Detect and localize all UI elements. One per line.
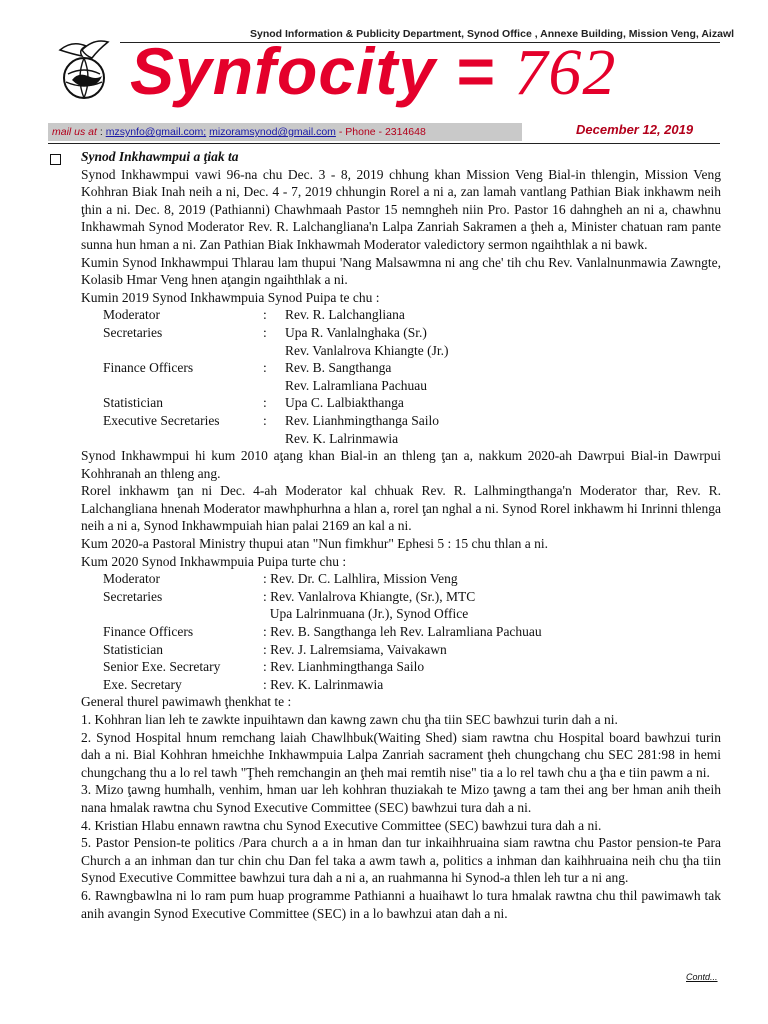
officer-name: Rev. Lianhmingthanga Sailo: [285, 412, 439, 428]
officers-2020-intro: Kum 2020 Synod Inkhawmpuia Puipa turte chu :: [81, 553, 347, 569]
officer-name: Upa C. Lalbiakthanga: [285, 395, 404, 411]
article-heading: Synod Inkhawmpui a ţiak ta: [81, 149, 239, 164]
officer-name: Rev. Lalramliana Pachuau: [285, 377, 427, 393]
resolution-item: 1. Kohhran lian leh te zawkte inpuihtawn dan kawng zawn chu ţha tiin SEC bawhzui turin dah a ni.: [81, 712, 618, 727]
officer-role: Secretaries: [103, 324, 163, 340]
officer-role: Exe. Secretary: [103, 676, 182, 692]
officer-role: Secretaries: [103, 588, 163, 604]
officer-name: : Rev. Dr. C. Lalhlira, Mission Veng: [263, 571, 458, 587]
officers-2019-intro: Kumin 2019 Synod Inkhawmpuia Synod Puipa te chu :: [81, 289, 380, 305]
officer-name: : Rev. K. Lalrinmawia: [263, 676, 384, 692]
resolution-item: 6. Rawngbawlna ni lo ram pum huap programme Pathianni a huaihawt lo tura hmalak rawtna chu thil pawimawh tak anih avangin Synod Executive Committee (SEC) in a lo bawhzui atan dah a ni.: [81, 887, 721, 921]
officer-name: : Rev. B. Sangthanga leh Rev. Lalramliana Pachuau: [263, 624, 542, 640]
resolutions-intro: General thurel pawimawh ţhenkhat te :: [81, 694, 292, 710]
officer-role: Moderator: [103, 307, 160, 323]
officer-role: Finance Officers: [103, 360, 194, 376]
email-link-2[interactable]: mizoramsynod@gmail.com: [209, 126, 336, 138]
resolution-item: 3. Mizo ţawng humhalh, venhim, hman uar leh kohhran thuziakah te Mizo ţawng a tam thei ang ber hman anih theih nana hmalak rawtna chu Synod Executive Committee (SEC) bawhzui tura dah a ni.: [81, 782, 721, 815]
checkbox-bullet-icon: [50, 154, 61, 165]
newsletter-title: [130, 34, 617, 109]
officer-role: Executive Secretaries: [103, 412, 220, 428]
intro-paragraph: Synod Inkhawmpui vawi 96-na chu Dec. 3 - 8, 2019 chhung khan Mission Veng Bial-in thlengin, Mission Veng Kohhran Biak Inah neih a ni, Dec. 4 - 7, 2019 chhungin Rorel a ni a, zan lamah vantlang Pathian Biak inkhawm neih ţhin a ni. Dec. 8, 2019 (Pathianni) Chawhmaah Pastor 15 nemngheh niin Pro. Pastor 16 dahngheh an ni a, chawhnu Inkhawmah Synod Moderator Rev. R. Lalchangliana'n Lalpa Zanriah Sakramen a ţheh a, Minister chatuan ram pante sunna hun hman a ni. Zan Pathian Biak Inkhawmah Moderator valedictory sermon ngaihthlak a ni bawk.: [81, 166, 721, 252]
article-body: [81, 148, 721, 922]
officers-2019-list: Moderator : Rev. R. Lalchangliana Secretaries : Upa R. Vanlalnghaka (Sr.) Rev. Vanlalrova Khiangte (Jr.) Finance Officers : Rev. B. Sangthanga Rev. Lalramliana Pachuau Statistician : Upa C. Lalbiakthanga Executive Secretaries : Rev. Lianhmingthanga Sailo Rev. K. Lalrinmawia: [81, 306, 721, 447]
department-line: Synod Information & Publicity Department, Synod Office , Annexe Building, Mission Veng, Aizawl: [250, 28, 735, 40]
email-link-1[interactable]: mzsynfo@gmail.com;: [105, 126, 207, 138]
officer-name: Rev. R. Lalchangliana: [285, 307, 405, 323]
officer-role: Senior Exe. Secretary: [103, 659, 221, 675]
officer-role: Moderator: [103, 571, 160, 587]
mail-label: mail us at: [52, 126, 97, 138]
issue-number: 762: [514, 36, 617, 109]
officer-role: Statistician: [103, 641, 163, 657]
title-text: Synfocity: [130, 34, 437, 108]
officer-name: Upa R. Vanlalnghaka (Sr.): [285, 324, 427, 340]
officer-name: : Rev. J. Lalremsiama, Vaivakawn: [263, 641, 447, 657]
officer-name: Rev. Vanlalrova Khiangte (Jr.): [285, 342, 449, 358]
officer-name: : Rev. Vanlalrova Khiangte, (Sr.), MTC: [263, 588, 476, 604]
resolution-item: 5. Pastor Pension-te politics /Para church a a in hman dan tur inkaihhruaina siam rawtna chu Pastor pension-te Para Church a an inhman dan tur chin chu Dan fel taka a awm tawh a, politics a inhman dan kaihhruaina neih chu ţha tiin Synod Executive Committee bawhzui tura dah a ni a, an ruahmanna hi Synod-a thlen leh tur a ni ang.: [81, 835, 721, 886]
header-divider-bottom: [48, 143, 720, 144]
contact-bar: mail us at : mzsynfo@gmail.com; mizoramsynod@gmail.com - Phone - 2314648: [48, 123, 522, 141]
dove-globe-logo-icon: [58, 36, 110, 104]
theme-paragraph: Kumin Synod Inkhawmpui Thlarau lam thupui 'Nang Malsawmna ni ang che' tih chu Rev. Vanlalnunmawia Zawngte, Kolasib Hmar Veng hnen aţangin ngaihthlak a ni.: [81, 254, 721, 288]
officer-role: Statistician: [103, 395, 163, 411]
officer-name: Rev. B. Sangthanga: [285, 360, 392, 376]
resolution-item: 4. Kristian Hlabu ennawn rawtna chu Synod Executive Committee (SEC) bawhzui tura dah a ni.: [81, 817, 602, 833]
title-equals: =: [455, 34, 495, 108]
officer-name: : Rev. Lianhmingthanga Sailo: [263, 659, 425, 675]
phone-number: - Phone - 2314648: [338, 126, 426, 138]
venue-paragraph: Synod Inkhawmpui hi kum 2010 aţang khan Bial-in an thleng ţan a, nakkum 2020-ah Dawrpui Bial-in Dawrpui Kohhranah an thleng ang.: [81, 448, 721, 481]
officer-name: Rev. K. Lalrinmawia: [285, 430, 399, 446]
continued-marker: Contd...: [686, 972, 718, 982]
moderator-paragraph: Rorel inkhawm ţan ni Dec. 4-ah Moderator kal chhuak Rev. R. Lalhmingthanga'n Moderator thar, Rev. R. Lalchangliana hnenah Moderator mawhphurhna a hlan a, rorel ţan nghal a ni. Synod Rorel inkhawm hi Inrinni thlenga neih a ni a, Synod Inkhawmpuiah hian palai 2169 an kal a ni.: [81, 483, 721, 534]
officers-2020-list: [81, 570, 721, 693]
officer-name: Upa Lalrinmuana (Jr.), Synod Office: [263, 606, 469, 622]
officer-role: Finance Officers: [103, 624, 194, 640]
resolution-item: 2. Synod Hospital hnum remchang laiah Chawlhbuk(Waiting Shed) siam rawtna chu Hospital board bawhzui turin dah a ni. Bial Kohhran hmeichhe Inkhawmpuia Lalpa Zanriah sacrament ţheh chungchang chu SEC 281:98 in hemi chungchang thu a lo rel tawh "Ţheh remchangin an ţheh mai remtih nise" tia a lo rel tawh chu a ţha e tiin pawm a ni.: [81, 729, 721, 780]
issue-date: December 12, 2019: [576, 122, 694, 137]
pastoral-theme-paragraph: Kum 2020-a Pastoral Ministry thupui atan "Nun fimkhur" Ephesi 5 : 15 chu thlan a ni.: [81, 536, 548, 552]
